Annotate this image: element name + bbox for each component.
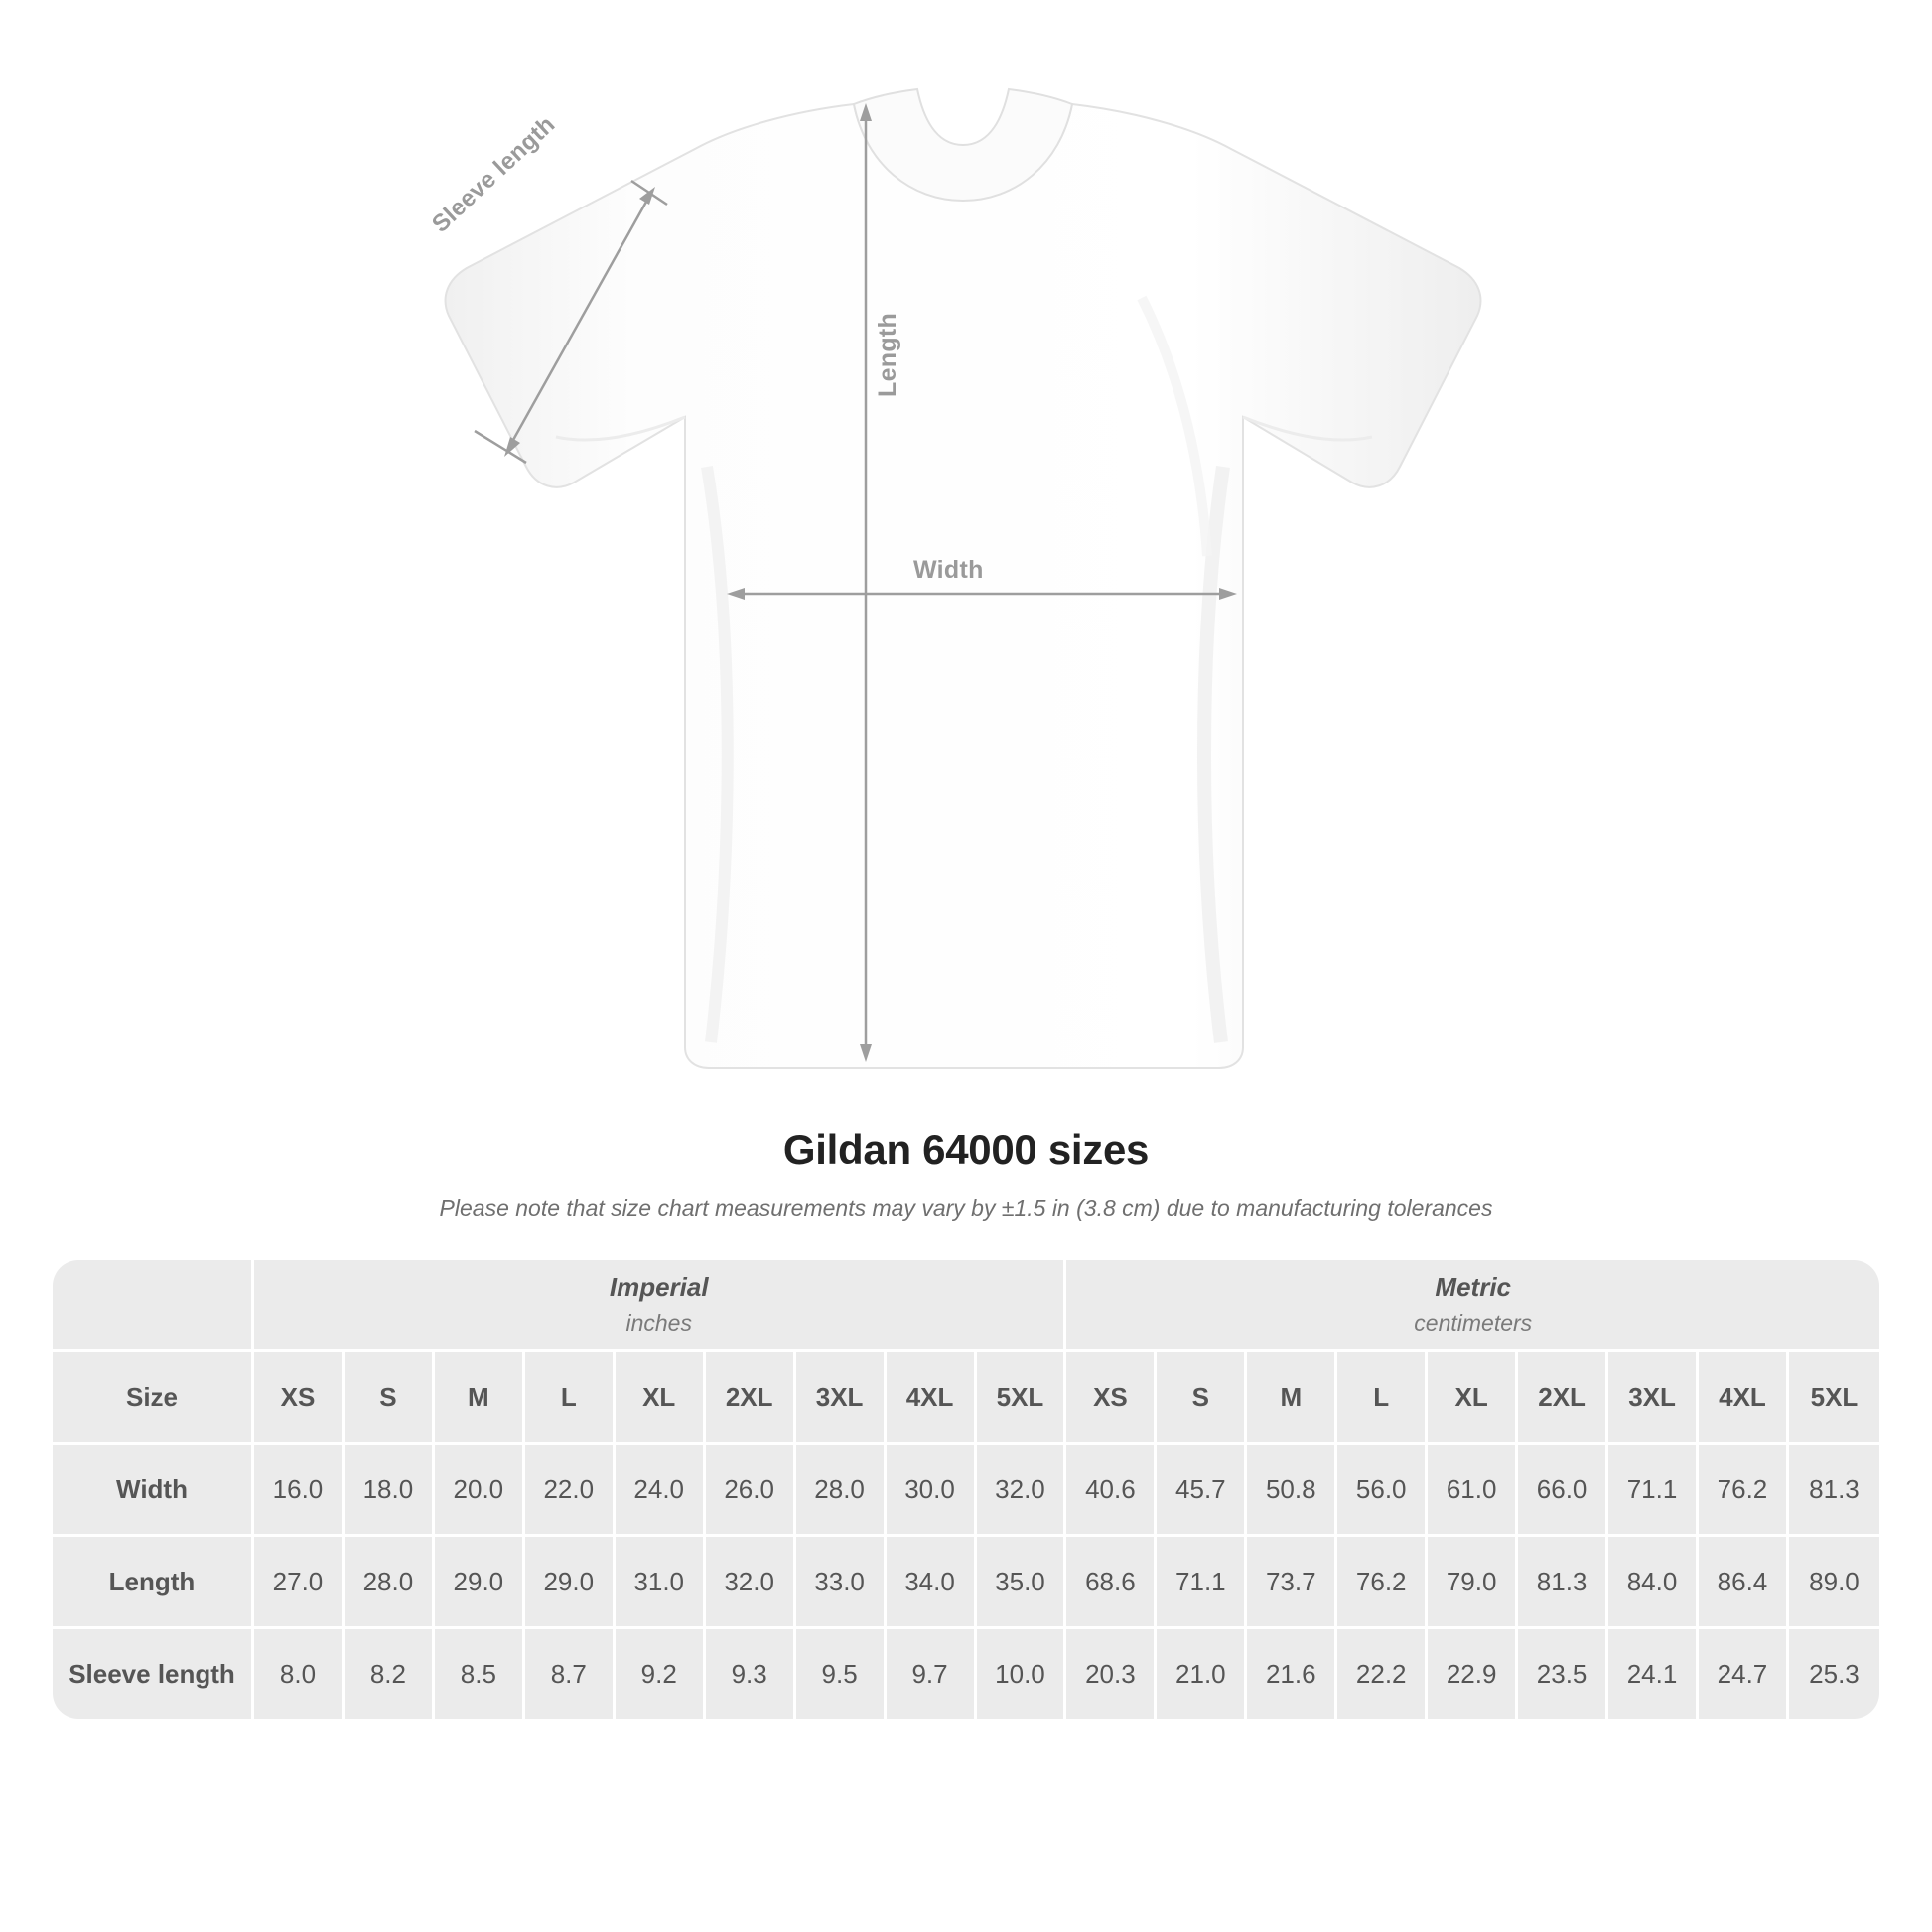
title-block (0, 1126, 1932, 1222)
size-header-cell: XS (254, 1352, 345, 1445)
label-sleeve-length: Sleeve length (427, 110, 561, 238)
table-row (53, 1537, 1879, 1629)
size-header-row (53, 1352, 1879, 1445)
cell-sleeve-length: 24.7 (1699, 1629, 1789, 1719)
row-label-sleeve-length: Sleeve length (53, 1629, 254, 1719)
cell-length: 73.7 (1247, 1537, 1337, 1629)
cell-sleeve-length: 24.1 (1608, 1629, 1699, 1719)
size-header-cell: S (1157, 1352, 1247, 1445)
cell-length: 31.0 (616, 1537, 706, 1629)
label-length: Length (874, 312, 901, 397)
size-header-cell: M (1247, 1352, 1337, 1445)
unit-group-imperial-sub: inches (625, 1310, 692, 1336)
cell-sleeve-length: 22.9 (1428, 1629, 1518, 1719)
cell-sleeve-length: 9.2 (616, 1629, 706, 1719)
cell-width: 32.0 (977, 1445, 1067, 1537)
unit-group-metric-name: Metric (1435, 1271, 1511, 1302)
cell-sleeve-length: 8.2 (345, 1629, 435, 1719)
cell-width: 30.0 (887, 1445, 977, 1537)
cell-length: 81.3 (1518, 1537, 1608, 1629)
cell-length: 79.0 (1428, 1537, 1518, 1629)
unit-group-imperial (254, 1260, 1066, 1352)
size-header-cell: M (435, 1352, 525, 1445)
cell-width: 20.0 (435, 1445, 525, 1537)
size-header-cell: 3XL (796, 1352, 887, 1445)
cell-sleeve-length: 23.5 (1518, 1629, 1608, 1719)
cell-length: 86.4 (1699, 1537, 1789, 1629)
size-header-cell: L (1337, 1352, 1428, 1445)
cell-sleeve-length: 25.3 (1789, 1629, 1879, 1719)
cell-length: 27.0 (254, 1537, 345, 1629)
cell-width: 56.0 (1337, 1445, 1428, 1537)
size-header-cell: 4XL (887, 1352, 977, 1445)
size-header-cell: XS (1066, 1352, 1157, 1445)
cell-sleeve-length: 10.0 (977, 1629, 1067, 1719)
cell-sleeve-length: 9.7 (887, 1629, 977, 1719)
cell-width: 26.0 (706, 1445, 796, 1537)
cell-width: 81.3 (1789, 1445, 1879, 1537)
cell-width: 28.0 (796, 1445, 887, 1537)
cell-sleeve-length: 8.7 (525, 1629, 616, 1719)
cell-length: 68.6 (1066, 1537, 1157, 1629)
cell-width: 16.0 (254, 1445, 345, 1537)
cell-width: 18.0 (345, 1445, 435, 1537)
table-corner-cell (53, 1260, 254, 1352)
cell-length: 84.0 (1608, 1537, 1699, 1629)
cell-sleeve-length: 8.0 (254, 1629, 345, 1719)
size-table (53, 1260, 1879, 1719)
tolerance-note: Please note that size chart measurements may vary by ±1.5 in (3.8 cm) due to manufacturing tolerances (439, 1195, 1493, 1221)
size-header-label: Size (53, 1352, 254, 1445)
size-header-cell: S (345, 1352, 435, 1445)
cell-length: 71.1 (1157, 1537, 1247, 1629)
cell-sleeve-length: 8.5 (435, 1629, 525, 1719)
size-header-cell: 2XL (1518, 1352, 1608, 1445)
cell-width: 66.0 (1518, 1445, 1608, 1537)
size-header-cell: 2XL (706, 1352, 796, 1445)
cell-length: 35.0 (977, 1537, 1067, 1629)
unit-group-metric (1066, 1260, 1879, 1352)
cell-width: 76.2 (1699, 1445, 1789, 1537)
cell-width: 24.0 (616, 1445, 706, 1537)
cell-length: 32.0 (706, 1537, 796, 1629)
cell-width: 61.0 (1428, 1445, 1518, 1537)
table-row (53, 1445, 1879, 1537)
unit-header-row (53, 1260, 1879, 1352)
size-header-cell: XL (1428, 1352, 1518, 1445)
cell-width: 45.7 (1157, 1445, 1247, 1537)
label-width: Width (913, 556, 984, 584)
cell-sleeve-length: 20.3 (1066, 1629, 1157, 1719)
unit-group-metric-sub: centimeters (1414, 1310, 1533, 1336)
size-table-wrapper (53, 1260, 1879, 1719)
cell-sleeve-length: 9.3 (706, 1629, 796, 1719)
cell-sleeve-length: 22.2 (1337, 1629, 1428, 1719)
size-header-cell: 5XL (977, 1352, 1067, 1445)
cell-length: 33.0 (796, 1537, 887, 1629)
size-header-cell: 5XL (1789, 1352, 1879, 1445)
unit-group-imperial-name: Imperial (609, 1271, 709, 1302)
row-label-length: Length (53, 1537, 254, 1629)
cell-sleeve-length: 9.5 (796, 1629, 887, 1719)
size-header-cell: L (525, 1352, 616, 1445)
size-header-cell: 4XL (1699, 1352, 1789, 1445)
page-title: Gildan 64000 sizes (782, 1126, 1150, 1173)
cell-length: 89.0 (1789, 1537, 1879, 1629)
table-row (53, 1629, 1879, 1719)
cell-sleeve-length: 21.0 (1157, 1629, 1247, 1719)
cell-length: 28.0 (345, 1537, 435, 1629)
size-header-cell: 3XL (1608, 1352, 1699, 1445)
cell-length: 76.2 (1337, 1537, 1428, 1629)
cell-length: 29.0 (435, 1537, 525, 1629)
cell-width: 22.0 (525, 1445, 616, 1537)
row-label-width: Width (53, 1445, 254, 1537)
cell-width: 50.8 (1247, 1445, 1337, 1537)
cell-length: 34.0 (887, 1537, 977, 1629)
cell-sleeve-length: 21.6 (1247, 1629, 1337, 1719)
size-header-cell: XL (616, 1352, 706, 1445)
cell-width: 71.1 (1608, 1445, 1699, 1537)
cell-length: 29.0 (525, 1537, 616, 1629)
cell-width: 40.6 (1066, 1445, 1157, 1537)
